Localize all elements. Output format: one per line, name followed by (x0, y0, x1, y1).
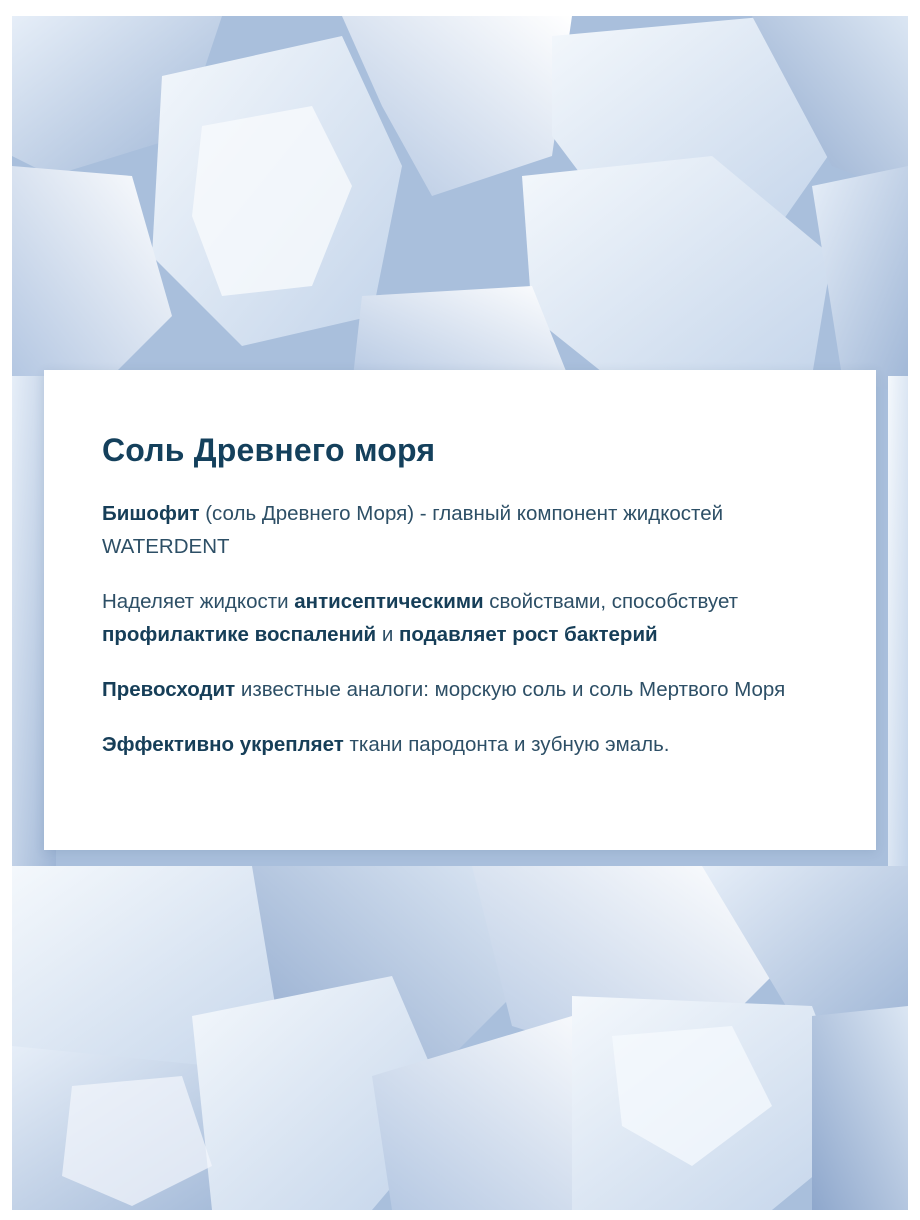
body-text: ткани пародонта и зубную эмаль. (343, 733, 670, 756)
card-paragraph-3 (102, 673, 818, 706)
card-paragraph-4 (102, 728, 818, 761)
emphasis-text: подавляет рост бактерий (399, 623, 658, 646)
body-text: (соль Древнего Моря) - главный компонент жидкостей WATERDENT (102, 502, 724, 558)
body-text: Наделяет жидкости (102, 590, 295, 613)
card-title: Соль Древнего моря (102, 432, 436, 468)
body-text: известные аналоги: морскую соль и соль Мертвого Моря (235, 678, 786, 701)
body-text: и (376, 623, 400, 646)
emphasis-text: Превосходит (102, 678, 236, 701)
emphasis-text: Эффективно укрепляет (102, 733, 344, 756)
body-text: свойствами, способствует (483, 590, 739, 613)
emphasis-text: Бишофит (102, 502, 200, 525)
salt-crystals-background (12, 16, 908, 1210)
emphasis-text: профилактике воспалений (102, 623, 377, 646)
emphasis-text: антисептическими (294, 590, 484, 613)
card-paragraph-2 (102, 585, 818, 651)
card-paragraph-1 (102, 497, 818, 563)
card-body (102, 497, 818, 761)
info-card (44, 370, 876, 850)
